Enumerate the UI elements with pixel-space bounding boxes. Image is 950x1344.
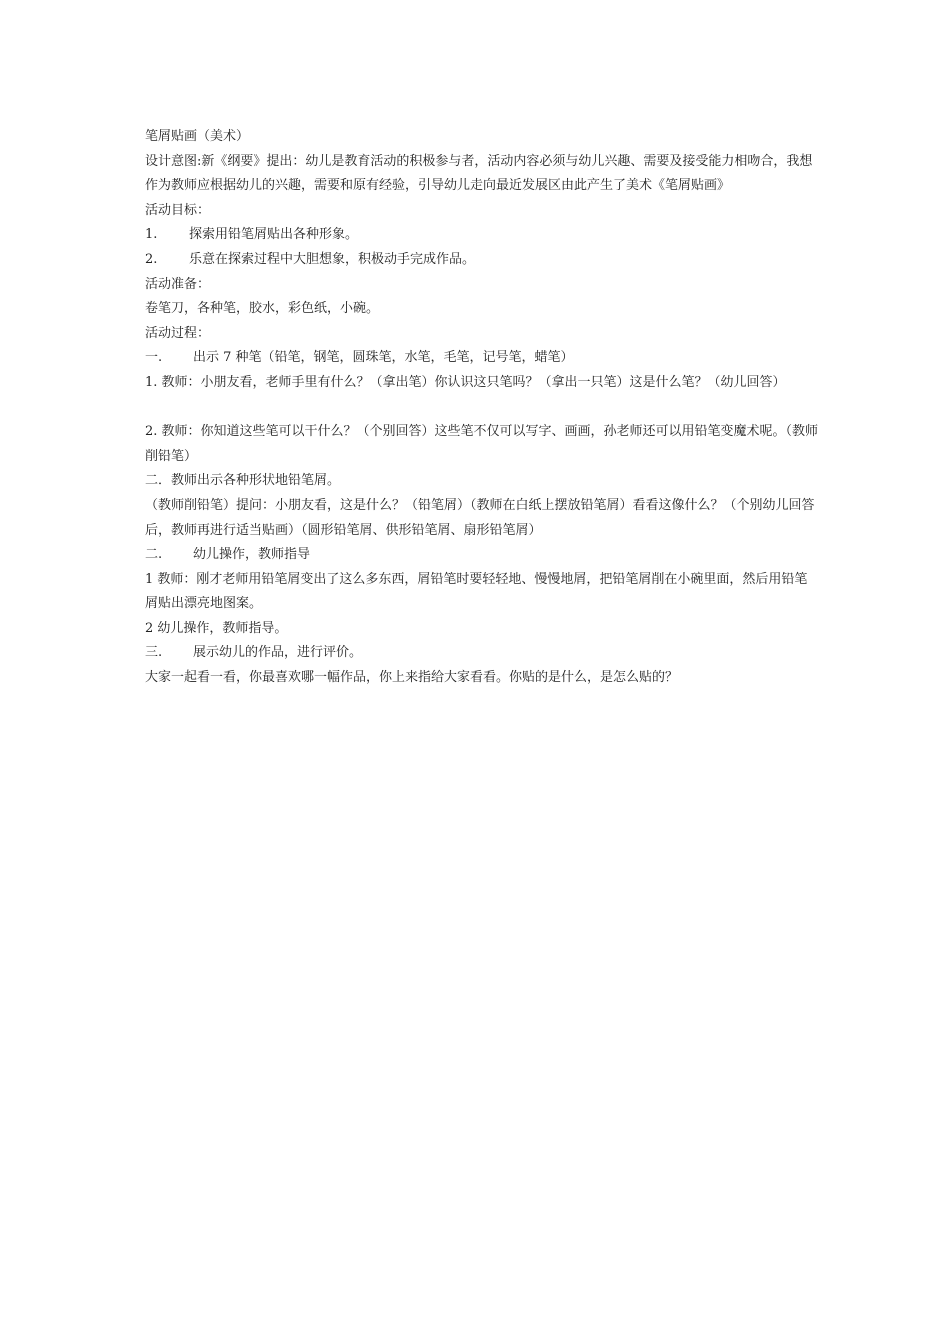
document-title: 笔屑贴画（美术） (145, 129, 250, 144)
process-heading: 活动过程： (145, 325, 211, 341)
step-number: 三. (145, 645, 163, 661)
document-page (145, 125, 820, 691)
step-paragraph: （教师削铅笔）提问：小朋友看，这是什么？（铅笔屑）（教师在白纸上摆放铅笔屑）看看这像什么？（个别幼儿回答后，教师再进行适当贴画）（圆形铅笔屑、供形铅笔屑、扇形铅笔屑） (145, 497, 815, 538)
step-heading: 二．教师出示各种形状地铅笔屑。 (145, 473, 341, 489)
goal-item (145, 248, 820, 273)
step-item: 1. 教师：小朋友看，老师手里有什么？（拿出笔）你认识这只笔吗？（拿出一只笔）这是什么笔？（幼儿回答） (145, 374, 786, 390)
step-item: 2. 教师：你知道这些笔可以干什么？（个别回答）这些笔不仅可以写字、画画，孙老师还可以用铅笔变魔术呢。（教师削铅笔） (145, 424, 819, 464)
goal-text: 乐意在探索过程中大胆想象，积极动手完成作品。 (189, 251, 476, 267)
step-number: 一. (145, 350, 163, 366)
goal-number: 2. (145, 251, 158, 267)
design-intent-paragraph: 设计意图:新《纲要》提出：幼儿是教育活动的积极参与者，活动内容必须与幼儿兴趣、需要及接受能力相吻合，我想作为教师应根据幼儿的兴趣，需要和原有经验，引导幼儿走向最近发展区由此产生了美术《笔屑贴画》 (145, 153, 813, 194)
prep-heading: 活动准备： (145, 276, 211, 292)
step-heading (145, 641, 820, 666)
step-item: 1 教师：刚才老师用铅笔屑变出了这么多东西，屑铅笔时要轻轻地、慢慢地屑，把铅笔屑削在小碗里面，然后用铅笔屑贴出漂亮地图案。 (145, 571, 808, 612)
goals-heading: 活动目标： (145, 202, 211, 218)
goal-text: 探索用铅笔屑贴出各种形象。 (189, 227, 359, 243)
step-text: 幼儿操作，教师指导 (193, 547, 311, 563)
step-item: 2 幼儿操作，教师指导。 (145, 620, 288, 636)
blank-line (145, 396, 820, 421)
goal-number: 1. (145, 227, 158, 243)
step-text: 出示 7 种笔（铅笔，钢笔，圆珠笔，水笔，毛笔，记号笔，蜡笔） (193, 350, 574, 366)
goal-item (145, 223, 820, 248)
step-heading (145, 543, 820, 568)
step-heading (145, 346, 820, 371)
closing-paragraph: 大家一起看一看，你最喜欢哪一幅作品，你上来指给大家看看。你贴的是什么，是怎么贴的？ (145, 670, 679, 686)
step-text: 展示幼儿的作品，进行评价。 (193, 645, 363, 661)
prep-text: 卷笔刀，各种笔，胶水，彩色纸，小碗。 (145, 301, 380, 317)
step-number: 二. (145, 547, 163, 563)
